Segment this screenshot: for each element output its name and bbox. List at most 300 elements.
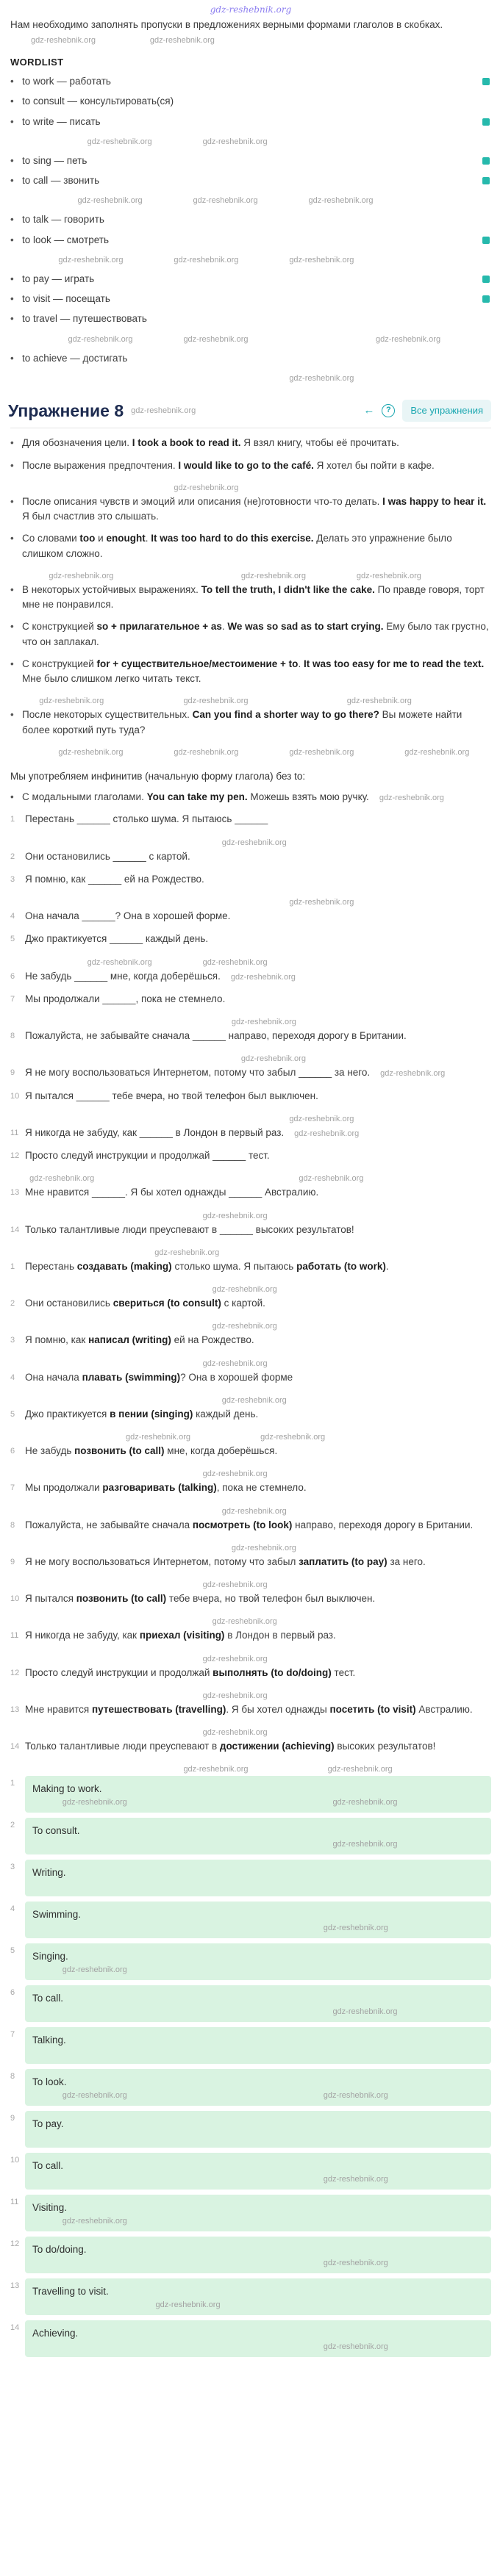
- answer-item: [10, 1702, 491, 1717]
- item-number: 12: [10, 1151, 20, 1160]
- item-text: [25, 1518, 491, 1533]
- watermark-row: [10, 1504, 491, 1518]
- answer-highlight: [25, 2069, 491, 2106]
- intro-text: Нам необходимо заполнять пропуски в предложениях верными формами глаголов в скобках.: [10, 19, 443, 30]
- watermark: gdz-reshebnik.org: [289, 898, 354, 907]
- item-number: 12: [10, 2239, 20, 2249]
- final-answer-text: To call.: [32, 2160, 64, 2172]
- watermark-script: gdz-reshebnik.org: [210, 4, 292, 15]
- answer-bold-text: заплатить (to pay): [299, 1555, 388, 1567]
- question-text: Они остановились ______ с картой.: [25, 850, 190, 862]
- answer-highlight: [25, 1943, 491, 1980]
- watermark: gdz-reshebnik.org: [77, 196, 143, 206]
- watermark: gdz-reshebnik.org: [240, 1054, 306, 1064]
- no-to-header: [10, 769, 491, 784]
- answer-item: [10, 1628, 491, 1643]
- watermark-row: [10, 895, 491, 909]
- item-number: 4: [10, 1904, 15, 1914]
- wordlist-term: to work — работать: [22, 76, 111, 87]
- item-text: [25, 1555, 491, 1569]
- answer-bold-text: посмотреть (to look): [192, 1519, 293, 1530]
- question-text: Не забудь ______ мне, когда доберёшься. gdz-reshebnik.org: [25, 970, 296, 982]
- answer-highlight: [25, 2111, 491, 2148]
- watermark: gdz-reshebnik.org: [87, 957, 152, 967]
- final-answer-text: Achieving.: [32, 2328, 79, 2339]
- question-item: [10, 872, 491, 887]
- watermark-row: [10, 694, 491, 708]
- plain-text: ей на Рождество.: [171, 1334, 254, 1346]
- bullet-icon: •: [10, 437, 14, 449]
- answer-bold-text: выполнять (to do/doing): [213, 1666, 332, 1678]
- wordlist-term: to consult — консультировать(ся): [22, 96, 174, 107]
- wordlist-item: [10, 212, 491, 227]
- question-item: [10, 1148, 491, 1163]
- teal-square-button[interactable]: [482, 276, 490, 283]
- no-to-rule-item: [10, 790, 491, 805]
- item-number: 2: [10, 1299, 15, 1308]
- watermark: gdz-reshebnik.org: [289, 255, 354, 265]
- question-text: Мне нравится ______. Я бы хотел однажды ______ Австралию.: [25, 1187, 319, 1198]
- final-answer-text: Visiting.: [32, 2202, 68, 2214]
- item-number: 11: [10, 1128, 19, 1137]
- watermark: gdz-reshebnik.org: [308, 196, 374, 206]
- item-text: [22, 494, 491, 525]
- watermark: gdz-reshebnik.org: [289, 373, 354, 383]
- bullet-icon: •: [10, 533, 14, 544]
- rule-item: [10, 583, 491, 613]
- rule-item: [10, 494, 491, 525]
- help-icon[interactable]: ?: [382, 404, 395, 417]
- item-number: 11: [10, 1631, 19, 1641]
- bullet-icon: •: [10, 352, 14, 364]
- item-number: 7: [10, 994, 15, 1004]
- wordlist-term: to pay — играть: [22, 273, 95, 284]
- answers-list: [10, 1259, 491, 1777]
- item-number: 14: [10, 1742, 20, 1751]
- item-number: 5: [10, 935, 15, 944]
- watermark-row: [10, 1245, 491, 1259]
- final-answer-row: [10, 2153, 491, 2190]
- plain-text: столько шума. Я пытаюсь: [171, 1260, 297, 1272]
- item-text: [22, 657, 491, 687]
- watermark: gdz-reshebnik.org: [289, 1114, 354, 1123]
- question-item: [10, 1065, 491, 1080]
- watermark: gdz-reshebnik.org: [327, 1765, 393, 1774]
- watermark-row: [10, 745, 491, 759]
- wordlist-term: to achieve — достигать: [22, 352, 128, 364]
- question-text: Пожалуйста, не забывайте сначала ______ направо, переходя дорогу в Британии.: [25, 1030, 407, 1041]
- question-item: [10, 909, 491, 924]
- watermark-row: [10, 193, 491, 207]
- watermark: gdz-reshebnik.org: [68, 334, 133, 344]
- plain-text: .: [385, 1260, 389, 1272]
- item-number: 2: [10, 1821, 15, 1830]
- final-answer-row: [10, 2320, 491, 2357]
- answer-bold-text: You can take my pen.: [146, 791, 248, 802]
- watermark: gdz-reshebnik.org: [404, 747, 470, 757]
- plain-text: Я никогда не забуду, как: [25, 1630, 140, 1641]
- watermark: gdz-reshebnik.org: [131, 406, 196, 415]
- answer-item: [10, 1444, 491, 1458]
- plain-text: После описания чувств и эмоций или описания (не)готовности что-то делать.: [22, 495, 383, 507]
- answer-item: [10, 1481, 491, 1495]
- watermark: gdz-reshebnik.org: [49, 571, 114, 580]
- watermark: gdz-reshebnik.org: [125, 1433, 191, 1442]
- final-answer-row: [10, 1902, 491, 1938]
- wordlist-term: to visit — посещать: [22, 293, 110, 304]
- answer-item: [10, 1555, 491, 1569]
- watermark-row: [10, 371, 491, 385]
- watermark: gdz-reshebnik.org: [323, 1923, 388, 1932]
- plain-text: высоких результатов!: [334, 1741, 436, 1752]
- bullet-icon: •: [10, 293, 14, 304]
- item-number: 12: [10, 1668, 20, 1677]
- watermark-row: [10, 569, 491, 583]
- watermark-row: [10, 1541, 491, 1555]
- item-text: [25, 1481, 491, 1495]
- plain-text: Пожалуйста, не забывайте сначала: [25, 1519, 193, 1530]
- question-item: [10, 932, 491, 946]
- answer-bold-text: приехал (visiting): [139, 1630, 225, 1641]
- watermark: gdz-reshebnik.org: [294, 1129, 360, 1138]
- rule-item: [10, 657, 491, 687]
- final-answer-text: To consult.: [32, 1825, 80, 1837]
- bullet-icon: •: [10, 214, 14, 226]
- item-number: 9: [10, 1068, 15, 1078]
- item-number: 6: [10, 1988, 15, 1998]
- watermark: gdz-reshebnik.org: [62, 1797, 127, 1807]
- bullet-icon: •: [10, 273, 14, 284]
- final-answer-row: [10, 2027, 491, 2064]
- answer-bold-text: To tell the truth, I didn't like the cake.: [201, 583, 375, 595]
- final-answer-row: [10, 1943, 491, 1980]
- watermark: gdz-reshebnik.org: [39, 697, 104, 706]
- item-text: [22, 619, 491, 650]
- watermark: gdz-reshebnik.org: [149, 36, 215, 46]
- question-text: Я никогда не забуду, как ______ в Лондон в первый раз. gdz-reshebnik.org: [25, 1126, 360, 1138]
- bullet-icon: •: [10, 154, 14, 166]
- final-answer-row: [10, 2111, 491, 2148]
- item-number: 14: [10, 1225, 20, 1234]
- watermark: gdz-reshebnik.org: [376, 334, 441, 344]
- plain-text: Я помню, как: [25, 1334, 89, 1346]
- watermark: gdz-reshebnik.org: [221, 1506, 287, 1516]
- no-to-header-text: Мы употребляем инфинитив (начальную форму глагола) без to:: [10, 770, 306, 782]
- question-text: Я пытался ______ тебе вчера, но твой телефон был выключен.: [25, 1090, 318, 1101]
- intro-paragraph: [10, 18, 491, 48]
- plain-text: С конструкцией: [22, 658, 97, 669]
- watermark: gdz-reshebnik.org: [289, 747, 354, 757]
- question-text: Джо практикуется ______ каждый день.: [25, 933, 209, 945]
- watermark-row: [10, 1762, 491, 1776]
- plain-text: направо, переходя дорогу в Британии.: [292, 1519, 474, 1530]
- bullet-icon: •: [10, 658, 14, 669]
- watermark: gdz-reshebnik.org: [323, 2174, 388, 2184]
- plain-text: С конструкцией: [22, 621, 97, 633]
- plain-text: , пока не стемнело.: [216, 1482, 307, 1494]
- watermark: gdz-reshebnik.org: [62, 2090, 127, 2100]
- answer-bold-text: I would like to go to the café.: [178, 459, 314, 471]
- answer-bold-text: разговаривать (talking): [102, 1482, 217, 1494]
- item-number: 5: [10, 1946, 15, 1956]
- item-number: 1: [10, 1779, 15, 1788]
- item-text: [22, 531, 491, 561]
- answer-item: [10, 1518, 491, 1533]
- plain-text: Австралию.: [415, 1703, 473, 1715]
- watermark-row: [10, 1015, 491, 1029]
- wordlist-title: WORDLIST: [10, 56, 64, 68]
- teal-square-button[interactable]: [482, 295, 490, 303]
- wordlist: [10, 74, 491, 385]
- question-item: [10, 1029, 491, 1043]
- final-answer-text: To pay.: [32, 2118, 64, 2130]
- answer-bold-text: for + существительное/местоимение + to: [96, 658, 299, 669]
- answer-bold-text: It was too easy for me to read the text.: [303, 658, 485, 669]
- arrow-left-icon[interactable]: ←: [363, 403, 375, 417]
- watermark-row: [10, 1282, 491, 1296]
- answer-item: [10, 1370, 491, 1385]
- watermark: gdz-reshebnik.org: [240, 571, 306, 580]
- item-text: [25, 1333, 491, 1348]
- answer-highlight: [25, 1860, 491, 1896]
- watermark: gdz-reshebnik.org: [87, 137, 152, 146]
- final-answer-text: Singing.: [32, 1951, 68, 1962]
- watermark: gdz-reshebnik.org: [356, 571, 421, 580]
- watermark: gdz-reshebnik.org: [346, 697, 412, 706]
- watermark: gdz-reshebnik.org: [174, 483, 239, 492]
- teal-square-button[interactable]: [482, 237, 490, 244]
- answer-bold-text: плавать (swimming): [82, 1371, 181, 1383]
- plain-text: с картой.: [221, 1298, 265, 1309]
- watermark: gdz-reshebnik.org: [193, 196, 258, 206]
- bullet-icon: •: [10, 459, 14, 471]
- teal-square-button[interactable]: [482, 157, 490, 165]
- item-text: [25, 1739, 491, 1754]
- watermark: gdz-reshebnik.org: [174, 255, 239, 265]
- question-item: [10, 849, 491, 864]
- watermark-row: [10, 1209, 491, 1223]
- item-number: 3: [10, 1336, 15, 1345]
- question-item: [10, 969, 491, 984]
- item-number: 6: [10, 1447, 15, 1456]
- plain-text: в Лондон в первый раз.: [224, 1630, 336, 1641]
- plain-text: Перестань: [25, 1260, 77, 1272]
- wordlist-term: to write — писать: [22, 115, 101, 127]
- watermark: gdz-reshebnik.org: [202, 1691, 268, 1700]
- teal-square-button[interactable]: [482, 78, 490, 85]
- question-text: Только талантливые люди преуспевают в ______ высоких результатов!: [25, 1223, 354, 1235]
- teal-square-button[interactable]: [482, 177, 490, 184]
- watermark-row: [10, 1614, 491, 1628]
- watermark-row: [10, 1319, 491, 1333]
- watermark-row: [10, 955, 491, 969]
- question-item: [10, 1126, 491, 1140]
- bullet-icon: •: [10, 495, 14, 507]
- watermark: gdz-reshebnik.org: [202, 1359, 268, 1368]
- bullet-icon: •: [10, 76, 14, 87]
- wordlist-item: [10, 312, 491, 326]
- question-text: Я не могу воспользоваться Интернетом, потому что забыл ______ за него. gdz-reshebnik.org: [25, 1067, 446, 1079]
- answer-bold-text: позвонить (to call): [74, 1445, 165, 1456]
- watermark-row: [10, 134, 491, 148]
- rule-item: [10, 619, 491, 650]
- answer-bold-text: Can you find a shorter way to go there?: [192, 709, 379, 721]
- question-item: [10, 1089, 491, 1104]
- final-answer-text: Swimming.: [32, 1909, 82, 1921]
- watermark-row: [10, 1577, 491, 1591]
- answer-bold-text: I took a book to read it.: [132, 437, 241, 449]
- watermark-row: [10, 1051, 491, 1065]
- question-item: [10, 812, 491, 827]
- wordlist-term: to talk — говорить: [22, 214, 104, 226]
- watermark: gdz-reshebnik.org: [299, 1174, 364, 1184]
- rule-item: [10, 458, 491, 473]
- watermark: gdz-reshebnik.org: [221, 1395, 287, 1405]
- answer-bold-text: работать (to work): [296, 1260, 386, 1272]
- item-number: 13: [10, 1188, 20, 1198]
- watermark: gdz-reshebnik.org: [29, 1174, 95, 1184]
- bullet-icon: •: [10, 709, 14, 721]
- answer-bold-text: I was happy to hear it.: [382, 495, 487, 507]
- final-answer-row: [10, 2237, 491, 2273]
- watermark: gdz-reshebnik.org: [154, 1248, 220, 1257]
- answer-bold-text: позвонить (to call): [76, 1593, 167, 1604]
- plain-text: Делать это упражнение было слишком сложно.: [22, 533, 452, 559]
- rule-item: [10, 708, 491, 738]
- answer-bold-text: достижении (achieving): [219, 1741, 335, 1752]
- plain-text: за него.: [387, 1555, 426, 1567]
- item-text: [25, 1296, 491, 1311]
- wordlist-item: [10, 292, 491, 306]
- answer-highlight: [25, 1902, 491, 1938]
- wordlist-item: [10, 154, 491, 168]
- watermark: gdz-reshebnik.org: [183, 1765, 249, 1774]
- item-text: [25, 1628, 491, 1643]
- all-exercises-link[interactable]: Все упражнения: [402, 400, 491, 422]
- item-number: 1: [10, 1262, 15, 1271]
- plain-text: По правде говоря, торт мне не понравился.: [22, 583, 485, 610]
- rules-list: [10, 436, 491, 759]
- answer-highlight: [25, 2195, 491, 2231]
- answer-bold-text: путешествовать (travelling): [92, 1703, 226, 1715]
- answer-highlight: [25, 2320, 491, 2357]
- question-item: [10, 1185, 491, 1200]
- answer-bold-text: It was too hard to do this exercise.: [151, 533, 314, 544]
- watermark-row: [10, 1430, 491, 1444]
- watermark: gdz-reshebnik.org: [212, 1322, 277, 1331]
- plain-text: Она начала: [25, 1371, 82, 1383]
- plain-text: .: [145, 533, 151, 544]
- bullet-icon: •: [10, 115, 14, 127]
- question-text: Перестань ______ столько шума. Я пытаюсь ______: [25, 813, 268, 825]
- item-number: 3: [10, 874, 15, 884]
- wordlist-item: [10, 272, 491, 287]
- item-number: 14: [10, 2323, 20, 2333]
- final-answer-text: Talking.: [32, 2034, 66, 2046]
- item-text: [22, 436, 491, 450]
- watermark-row: [10, 253, 491, 267]
- bullet-icon: •: [10, 583, 14, 595]
- item-number: 7: [10, 1483, 15, 1493]
- plain-text: Ему было так грустно, что он заплакал.: [22, 621, 489, 647]
- plain-text: После некоторых существительных.: [22, 709, 193, 721]
- plain-text: Мне нравится: [25, 1703, 92, 1715]
- watermark: gdz-reshebnik.org: [202, 1728, 268, 1737]
- bullet-icon: •: [10, 96, 14, 107]
- answer-bold-text: написал (writing): [88, 1334, 171, 1346]
- item-text: [25, 1370, 491, 1385]
- item-number: 10: [10, 2156, 20, 2165]
- final-answer-row: [10, 1860, 491, 1896]
- watermark: gdz-reshebnik.org: [202, 957, 268, 967]
- answer-highlight: [25, 2237, 491, 2273]
- answer-highlight: [25, 2027, 491, 2064]
- item-number: 13: [10, 2281, 20, 2291]
- answer-item: [10, 1407, 491, 1422]
- question-text: Она начала ______? Она в хорошей форме.: [25, 910, 231, 921]
- bullet-icon: •: [10, 175, 14, 186]
- answer-bold-text: создавать (making): [76, 1260, 172, 1272]
- watermark: gdz-reshebnik.org: [212, 1285, 277, 1294]
- answer-bold-text: в пении (singing): [110, 1408, 193, 1420]
- watermark: gdz-reshebnik.org: [202, 1580, 268, 1589]
- final-answer-text: Making to work.: [32, 1783, 102, 1795]
- plain-text: Мне было слишком легко читать текст.: [22, 673, 201, 684]
- watermark: gdz-reshebnik.org: [62, 1965, 127, 1974]
- watermark: gdz-reshebnik.org: [174, 747, 239, 757]
- item-number: 6: [10, 971, 15, 981]
- watermark: gdz-reshebnik.org: [58, 255, 124, 265]
- wordlist-item: [10, 115, 491, 129]
- answer-item: [10, 1591, 491, 1606]
- question-item: [10, 1223, 491, 1237]
- watermark-row: [10, 1652, 491, 1666]
- bullet-icon: •: [10, 313, 14, 325]
- item-text: [25, 1407, 491, 1422]
- plain-text: Только талантливые люди преуспевают в: [25, 1741, 220, 1752]
- watermark-row: [10, 1171, 491, 1185]
- watermark: gdz-reshebnik.org: [31, 36, 96, 46]
- final-answers-list: [10, 1776, 491, 2357]
- watermark-row: [10, 332, 491, 346]
- watermark-row: [10, 1688, 491, 1702]
- question-text: Я помню, как ______ ей на Рождество.: [25, 873, 204, 885]
- watermark: gdz-reshebnik.org: [332, 1839, 398, 1849]
- watermark: gdz-reshebnik.org: [231, 1543, 296, 1553]
- item-text: [25, 1591, 491, 1606]
- page-title: Упражнение 8: [8, 400, 124, 420]
- watermark: gdz-reshebnik.org: [380, 1069, 446, 1079]
- plain-text: мне, когда доберёшься.: [164, 1445, 278, 1456]
- plain-text: Можешь взять мою ручку.: [247, 791, 369, 802]
- item-text: [22, 708, 491, 738]
- questions-list: [10, 812, 491, 1259]
- teal-square-button[interactable]: [482, 118, 490, 126]
- item-number: 4: [10, 1372, 15, 1382]
- watermark: gdz-reshebnik.org: [332, 1797, 398, 1807]
- wordlist-item: [10, 74, 491, 89]
- item-text: [22, 458, 491, 473]
- item-number: 5: [10, 1409, 15, 1419]
- item-number: 7: [10, 2030, 15, 2040]
- plain-text: Я не могу воспользоваться Интернетом, потому что забыл: [25, 1555, 299, 1567]
- watermark: gdz-reshebnik.org: [183, 697, 249, 706]
- watermark: gdz-reshebnik.org: [230, 972, 296, 982]
- answer-item: [10, 1333, 491, 1348]
- watermark: gdz-reshebnik.org: [323, 2342, 388, 2351]
- final-answer-row: [10, 1985, 491, 2022]
- watermark-row: [10, 1725, 491, 1739]
